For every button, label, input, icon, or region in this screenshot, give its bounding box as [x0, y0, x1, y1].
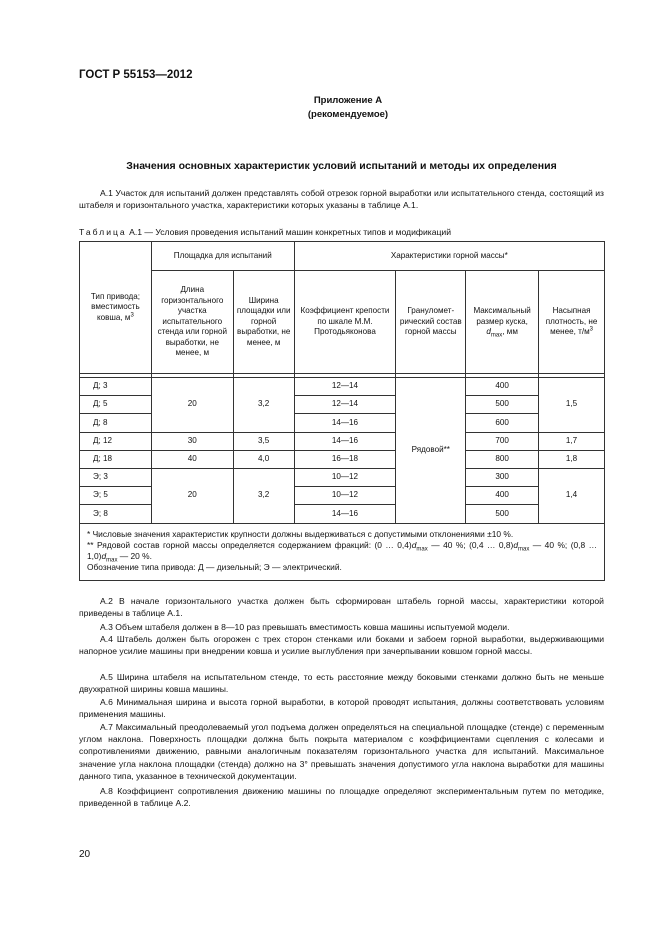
cell-density: 1,8: [539, 450, 605, 468]
paragraph-a4-text: А.4 Штабель должен быть огорожен с трех сторон стенками или боками и забоем горной выработки, выдерживающими напорное усилие машины при внедрении ковша и усилие выглубления при зачерпывании ковшом горной массы.: [79, 634, 604, 657]
cell-drive-type: Д; 3: [80, 378, 152, 396]
header-density: Насыпная плотность, не менее, $т/м^3$: [539, 271, 605, 374]
header-mass-group: Характеристики горной массы*: [294, 242, 604, 271]
cell-length: 20: [151, 468, 233, 523]
paragraph-a7: [79, 721, 604, 782]
header-drive-type: Тип привода; вместимость ковша, $м^3$: [80, 242, 152, 374]
cell-coefficient: 16—18: [294, 450, 396, 468]
cell-width: 3,2: [233, 468, 294, 523]
cell-drive-type: Д; 18: [80, 450, 152, 468]
cell-coefficient: 14—16: [294, 432, 396, 450]
paragraph-a6: [79, 696, 604, 720]
cell-density: 1,4: [539, 468, 605, 523]
cell-drive-type: Э; 3: [80, 468, 152, 486]
document-code: ГОСТ Р 55153—2012: [79, 69, 193, 81]
header-width: Ширина площадки или горной выработки, не менее, м: [233, 271, 294, 374]
table-row: [80, 450, 605, 468]
cell-drive-type: Э; 8: [80, 505, 152, 523]
paragraph-a3-text: А.3 Объем штабеля должен в 8—10 раз превышать вместимость ковша машины испытуемой модели.: [100, 622, 510, 632]
cell-coefficient: 12—14: [294, 378, 396, 396]
page-number: 20: [79, 849, 91, 860]
footnote-2: ** Рядовой состав горной массы определяется содержанием фракций: (0 … $0,4)d_{max}$ — 40 %; (0,4 … $0,8)d_{max}$ — 40 %; (0,8 … $1,0)d_{max}$ — 20 %.: [87, 539, 597, 564]
annex-label: Приложение А: [313, 95, 383, 106]
paragraph-a2-text: А.2 В начале горизонтального участка должен быть сформирован штабель горной массы, характеристики которой приведены в таблице А.1.: [79, 596, 604, 619]
paragraph-a8-text: А.8 Коэффициент сопротивления движению машины по площадке определяют экспериментальным путем по методике, приведенной в таблице А.2.: [79, 786, 604, 809]
cell-coefficient: 10—12: [294, 468, 396, 486]
cell-width: 3,2: [233, 378, 294, 433]
cell-density: 1,5: [539, 378, 605, 433]
table-caption-text: А.1 — Условия проведения испытаний машин конкретных типов и модификаций: [129, 227, 451, 237]
cell-max-size: 400: [466, 378, 539, 396]
paragraph-a5-text: А.5 Ширина штабеля на испытательном стенде, то есть расстояние между боковыми стенками должно быть не меньше двухкратной ширины ковша машины.: [79, 672, 604, 695]
footnote-3: Обозначение типа привода: Д — дизельный; Э — электрический.: [87, 562, 342, 573]
cell-width: 3,5: [233, 432, 294, 450]
cell-drive-type: Э; 5: [80, 487, 152, 505]
cell-length: 40: [151, 450, 233, 468]
header-coefficient: Коэффициент крепости по шкале М.М. Протодьяконова: [294, 271, 396, 374]
cell-max-size: 300: [466, 468, 539, 486]
paragraph-a2: [79, 595, 604, 619]
cell-max-size: 500: [466, 505, 539, 523]
table-row: [80, 432, 605, 450]
table-row: [80, 468, 605, 486]
cell-coefficient: 10—12: [294, 487, 396, 505]
paragraph-a1-text: А.1 Участок для испытаний должен представлять собой отрезок горной выработки или испытательного стенда, состоящий из штабеля и горизонтального участка, характеристики которых указаны в таблице А.1.: [79, 188, 604, 211]
cell-drive-type: Д; 12: [80, 432, 152, 450]
cell-max-size: 600: [466, 414, 539, 432]
table-row: [80, 378, 605, 396]
header-platform-group: Площадка для испытаний: [151, 242, 294, 271]
annex-title: [0, 94, 661, 122]
header-max-size: Максимальный размер куска, $d_{max}$, мм: [466, 271, 539, 374]
table-footnotes: [80, 523, 605, 580]
paragraph-a5: [79, 671, 604, 695]
paragraph-a3: [79, 621, 604, 633]
cell-length: 20: [151, 378, 233, 433]
cell-max-size: 400: [466, 487, 539, 505]
annex-status: (рекомендуемое): [307, 109, 389, 120]
paragraph-a7-text: А.7 Максимальный преодолеваемый угол подъема должен определяться на специальной площадке (стенде) с переменным углом наклона. Поверхность площадки должна быть покрыта материалом с коэффициентами сцепления с колесами и сопротивлениями движению, равными аналогичным показателям горизонтального участка для испытаний. Максимальное значение угла наклона площадки (стенда) должно на 3° превышать значения допустимого угла наклона выработки для машины данного типа, указанное в технической документации.: [79, 722, 604, 781]
table-caption-label: Таблица: [79, 227, 127, 237]
header-granulometric: Грануломет-рический состав горной массы: [396, 271, 466, 374]
section-heading: Значения основных характеристик условий испытаний и методы их определения: [126, 160, 557, 172]
cell-length: 30: [151, 432, 233, 450]
table-caption: [79, 227, 451, 237]
paragraph-a4: [79, 633, 604, 657]
cell-max-size: 700: [466, 432, 539, 450]
cell-coefficient: 12—14: [294, 396, 396, 414]
footnote-1: * Числовые значения характеристик крупности должны выдерживаться с допустимыми отклонениями ±10 %.: [87, 528, 514, 539]
cell-coefficient: 14—16: [294, 505, 396, 523]
cell-drive-type: Д; 5: [80, 396, 152, 414]
conditions-table: [79, 241, 605, 581]
paragraph-a8: [79, 785, 604, 809]
cell-drive-type: Д; 8: [80, 414, 152, 432]
paragraph-a1: [79, 187, 604, 211]
cell-density: 1,7: [539, 432, 605, 450]
paragraph-a6-text: А.6 Минимальная ширина и высота горной выработки, в которой проводят испытания, должны соответствовать условиям применения машины.: [79, 697, 604, 720]
header-length: Длина горизонтального участка испытательного стенда или горной выработки, не менее, м: [151, 271, 233, 374]
cell-max-size: 800: [466, 450, 539, 468]
cell-width: 4,0: [233, 450, 294, 468]
cell-coefficient: 14—16: [294, 414, 396, 432]
cell-max-size: 500: [466, 396, 539, 414]
cell-granulometric: Рядовой**: [396, 378, 466, 524]
